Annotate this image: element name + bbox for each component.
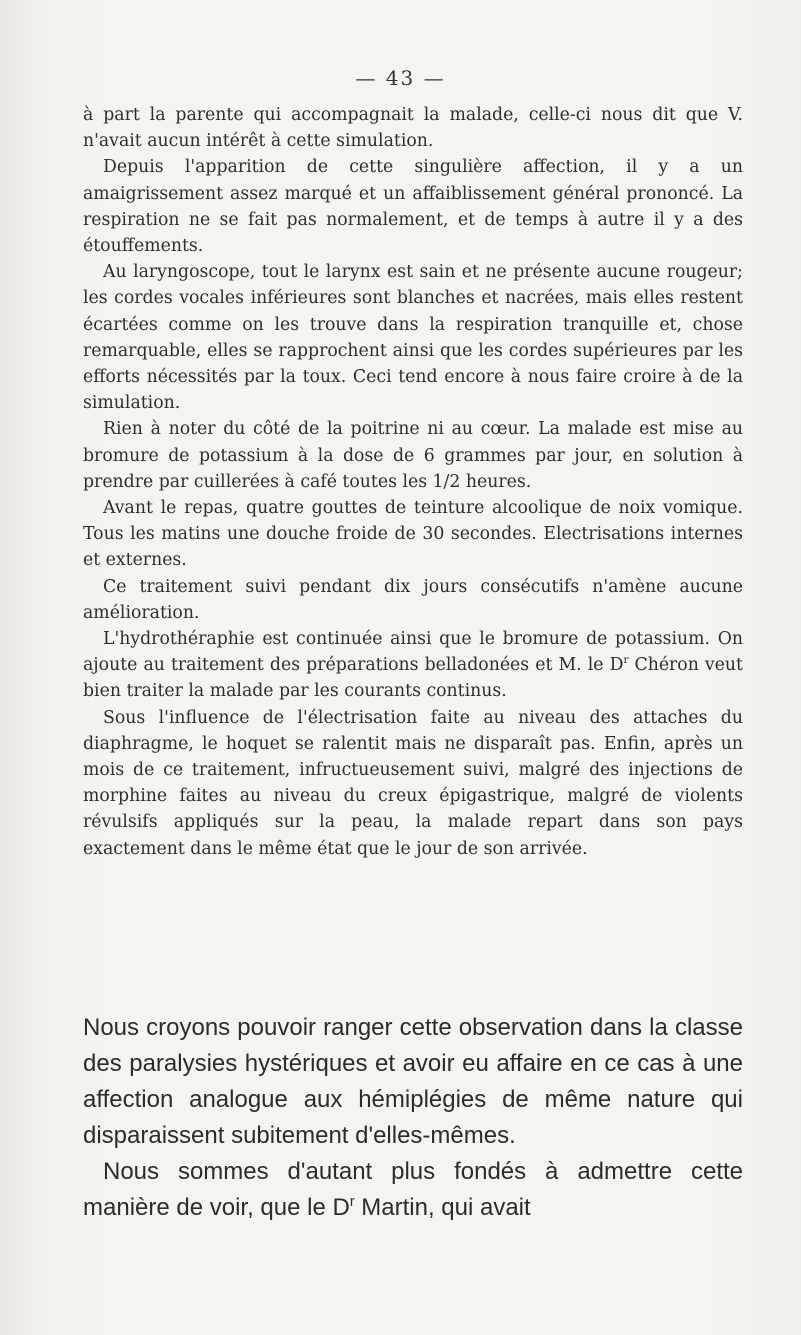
paragraph: [83, 626, 743, 705]
superscript: r: [623, 654, 629, 667]
paragraph: Rien à noter du côté de la poitrine ni au cœur. La malade est mise au bromure de potassium à la dose de 6 grammes par jour, en solution à prendre par cuillerées à café toutes les 1/2 heures.: [83, 419, 743, 492]
paragraph: Sous l'influence de l'électrisation faite au niveau des attaches du diaphragme, le hoquet se ralentit mais ne disparaît pas. Enfin, après un mois de ce traitement, infructueusement suivi, malgré des injections de morphine faites au niveau du creux épigastrique, malgré de violents révulsifs appliqués sur la peau, la malade repart dans son pays exactement dans le même état que le jour de son arrivée.: [83, 707, 743, 859]
paragraph: [83, 1154, 743, 1226]
paragraph-text: Chéron veut bien traiter la malade par les courants continus.: [83, 655, 743, 702]
paragraph: à part la parente qui accompagnait la malade, celle-ci nous dit que V. n'avait aucun intérêt à cette simulation.: [83, 105, 743, 152]
paragraph-text: L'hydrothéraphie est continuée ainsi que le bromure de potassium. On ajoute au traitement des préparations belladonées et M. le D: [83, 629, 743, 676]
paragraph: Ce traitement suivi pendant dix jours consécutifs n'amène aucune amélioration.: [83, 576, 743, 623]
body-text-small: [83, 102, 743, 862]
superscript: r: [349, 1194, 355, 1210]
paragraph: Depuis l'apparition de cette singulière affection, il y a un amaigrissement assez marqué et un affaiblissement général prononcé. La respiration ne se fait pas normalement, et de temps à autre il y a des étouffements.: [83, 157, 743, 257]
paragraph: Avant le repas, quatre gouttes de teinture alcoolique de noix vomique. Tous les matins une douche froide de 30 secondes. Electrisations internes et externes.: [83, 498, 743, 571]
paragraph-text: Martin, qui avait: [354, 1194, 531, 1221]
paragraph: Au laryngoscope, tout le larynx est sain et ne présente aucune rougeur; les cordes vocales inférieures sont blanches et nacrées, mais elles restent écartées comme on les trouve dans la respiration tranquille et, chose remarquable, elles se rapprochent ainsi que les cordes supérieures par les efforts nécessités par la toux. Ceci tend encore à nous faire croire à de la simulation.: [83, 262, 743, 414]
paragraph-text: Nous sommes d'autant plus fondés à admettre cette manière de voir, que le D: [83, 1158, 743, 1221]
paragraph: Nous croyons pouvoir ranger cette observation dans la classe des paralysies hystériques et avoir eu affaire en ce cas à une affection analogue aux hémiplégies de même nature qui disparaissent subitement d'elles-mêmes.: [83, 1014, 743, 1149]
body-text-large: [83, 1010, 743, 1226]
page-number: — 43 —: [355, 66, 446, 90]
